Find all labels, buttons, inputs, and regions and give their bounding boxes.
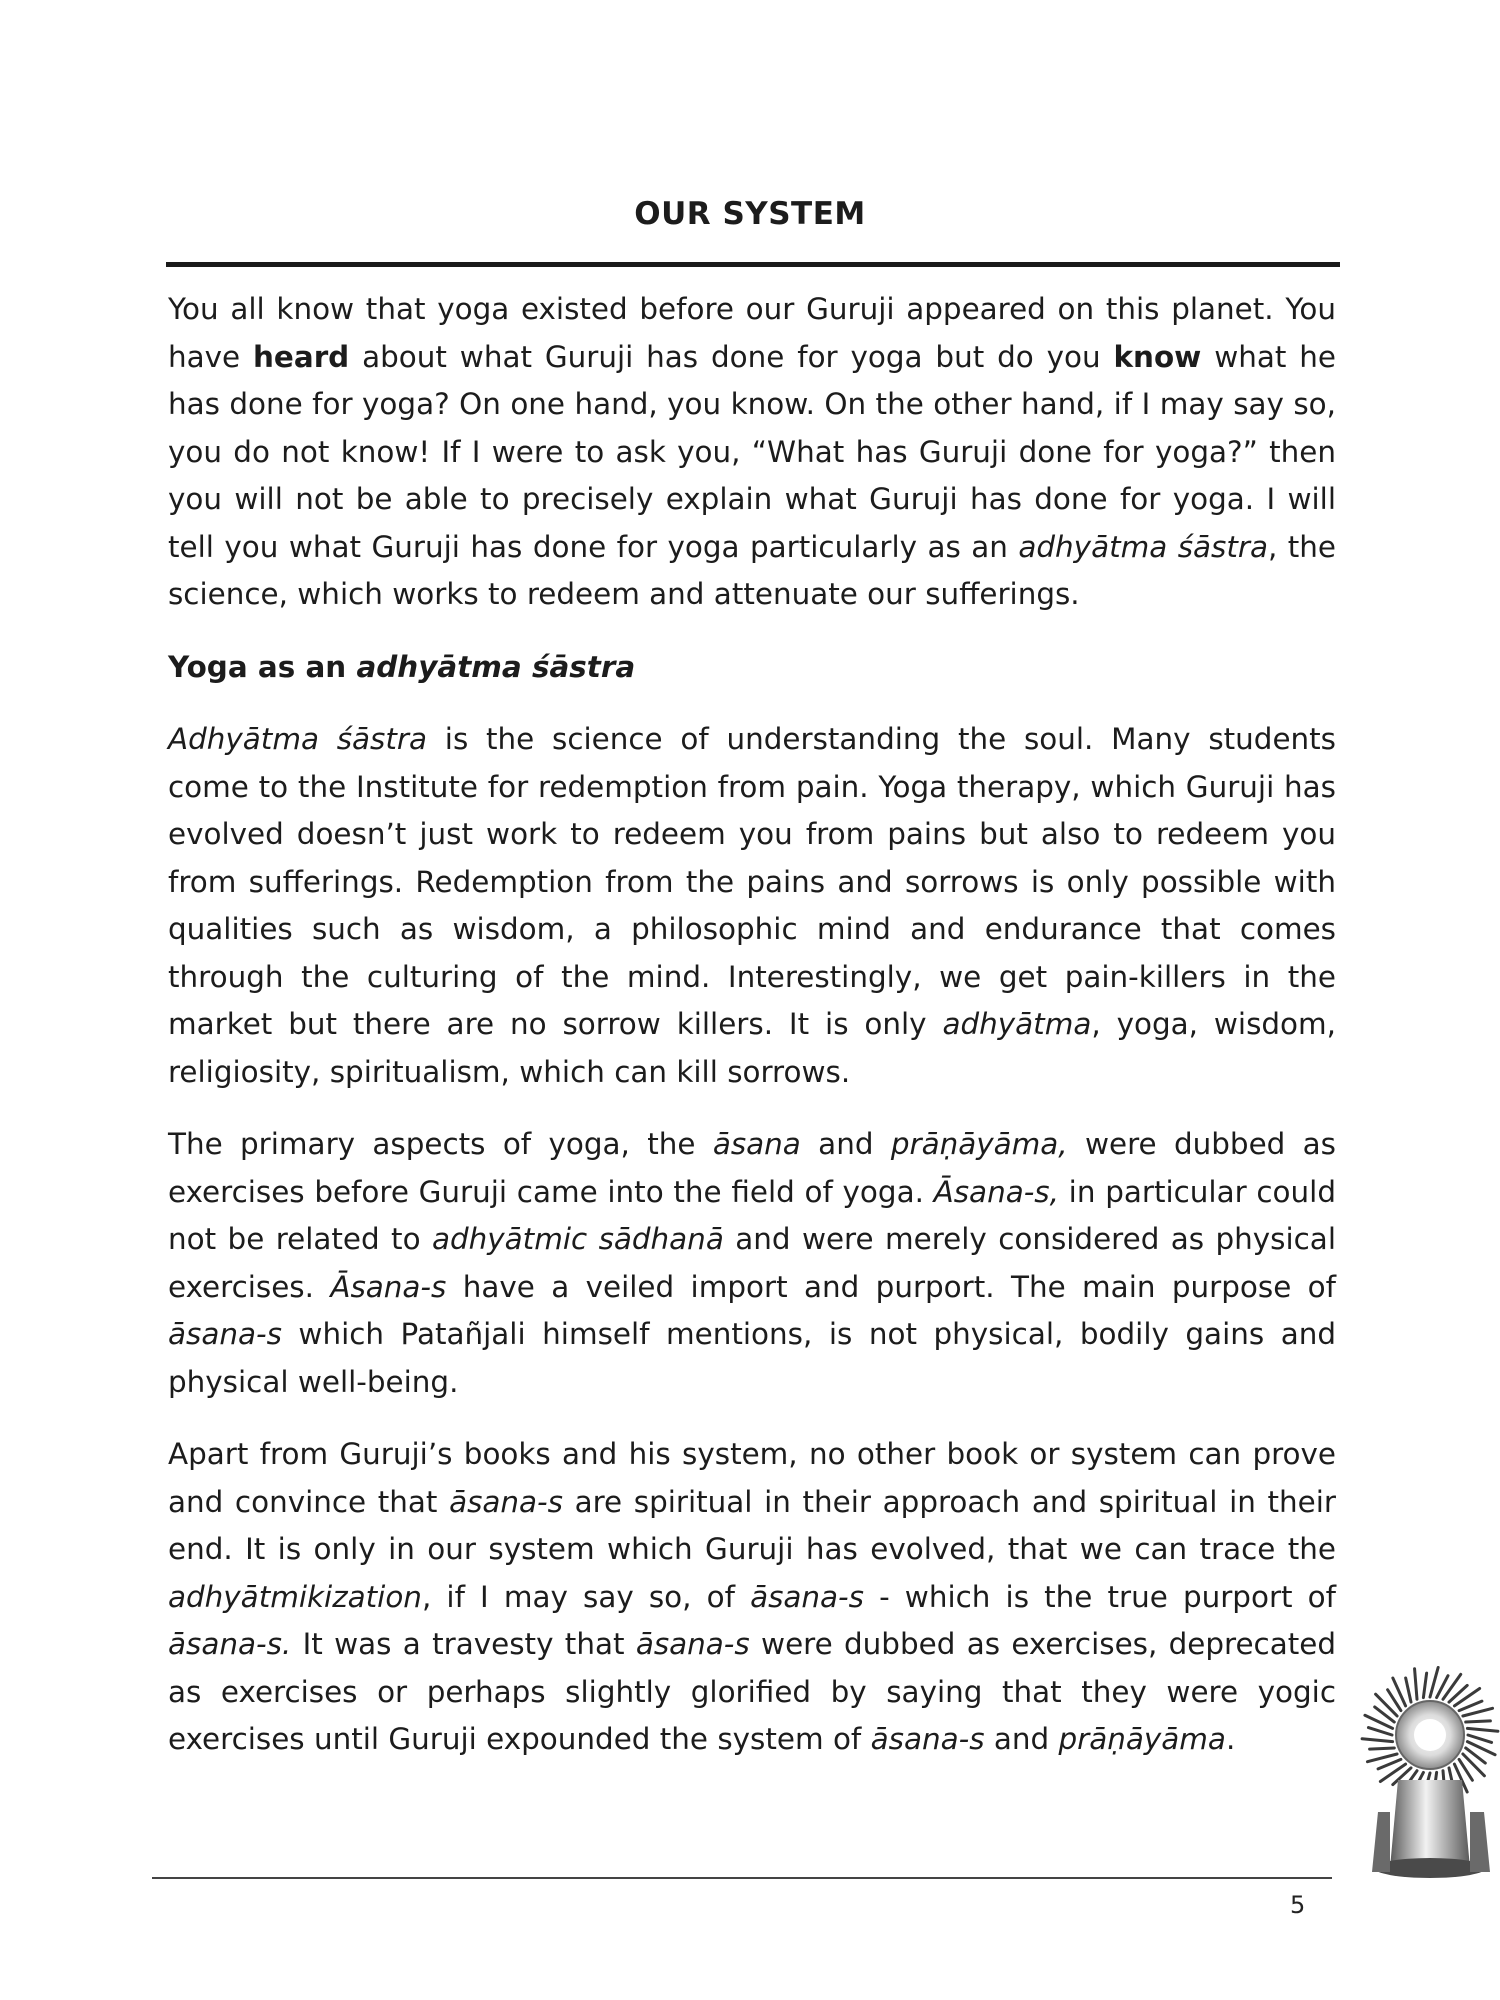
text-run: . (1225, 1722, 1236, 1756)
italic-run: adhyātmikization (168, 1579, 422, 1614)
italic-run: āsana-s (750, 1579, 864, 1614)
sun-pillar-logo-icon (1350, 1650, 1500, 1890)
italic-run: adhyātma (942, 1007, 1092, 1041)
text-run: and were merely considered as physical exercises. (168, 1222, 1336, 1304)
text-run: which Patañjali himself mentions, is not physical, bodily gains and physical well-being. (168, 1317, 1336, 1399)
text-run: were dubbed as exercises, deprecated as exercises or perhaps slightly glorified by saying that they were yogic exercises until Guruji expounded the system of (168, 1627, 1336, 1756)
bold-run: heard (253, 339, 350, 374)
sun-ray (1406, 1678, 1411, 1702)
italic-run: āsana-s. (168, 1627, 292, 1661)
text-run: Apart from Guruji’s books and his system, no other book or system can prove and convince that (168, 1437, 1336, 1519)
italic-run: adhyātma śāstra (356, 649, 636, 684)
text-run: about what Guruji has done for yoga but do you (349, 339, 1114, 374)
paragraph-intro (168, 286, 1336, 619)
bold-run: know (1113, 339, 1202, 374)
italic-run: prāṇāyāma, (890, 1127, 1068, 1161)
text-run: You all know that yoga existed before our Guruji appeared on this planet. You have (168, 292, 1336, 374)
italic-run: āsana-s (168, 1317, 282, 1351)
sun-ray (1467, 1728, 1497, 1731)
body-content (168, 286, 1336, 1789)
italic-run: prāṇāyāma (1058, 1722, 1226, 1756)
text-run: and (984, 1722, 1059, 1756)
sun-ray (1430, 1667, 1438, 1697)
sun-ray (1368, 1728, 1392, 1735)
text-run: The primary aspects of yoga, the (168, 1127, 713, 1161)
sun-ray (1459, 1701, 1482, 1710)
paragraph-asana (168, 1121, 1336, 1406)
sun-ray (1370, 1748, 1395, 1749)
text-run: have a veiled import and purport. The main purpose of (446, 1269, 1336, 1304)
footer-rule (152, 1877, 1332, 1879)
italic-run: Āsana-s (330, 1269, 447, 1304)
italic-run: āsana-s (870, 1722, 985, 1756)
paragraph-system (168, 1431, 1336, 1764)
sun-ray (1423, 1673, 1426, 1697)
text-run: It was a travesty that (291, 1627, 636, 1661)
text-run: what he has done for yoga? On one hand, you know. On the other hand, if I may say so, you do not know! If I were to ask you, “What has Guruji done for yoga?” then you will not be able to precisely explain what Guruji has done for yoga. I will tell you what Guruji has done for yoga particularly as an (168, 339, 1336, 564)
text-run: are spiritual in their approach and spiritual in their end. It is only in our system which Guruji has evolved, that we can trace the (168, 1484, 1336, 1566)
text-run: is the science of understanding the soul. Many students come to the Institute for redemption from pain. Yoga therapy, which Guruji has evolved doesn’t just work to redeem you from pains but also to redeem you from sufferings. Redemption from the pains and sorrows is only possible with qualities such as wisdom, a philosophic mind and endurance that comes through the culturing of the mind. Interestingly, we get pain-killers in the market but there are no sorrow killers. It is only (168, 722, 1336, 1041)
sun-ray (1463, 1708, 1493, 1716)
italic-run: āsana-s (635, 1627, 750, 1661)
italic-run: adhyātma śāstra (1018, 529, 1268, 564)
italic-run: Adhyātma śāstra (168, 722, 427, 756)
sun-ray (1362, 1739, 1392, 1742)
sun-ray (1468, 1735, 1492, 1742)
paragraph-adhyatma (168, 716, 1336, 1096)
text-run: , if I may say so, of (421, 1579, 751, 1614)
sun-ray (1378, 1759, 1401, 1768)
text-run: , yoga, wisdom, religiosity, spiritualism, which can kill sorrows. (168, 1007, 1336, 1089)
text-run: in particular could not be related to (168, 1174, 1336, 1256)
text-run: and (800, 1127, 891, 1161)
italic-run: āsana-s (449, 1484, 563, 1519)
italic-run: āsana (712, 1127, 801, 1161)
text-run: were dubbed as exercises before Guruji came into the field of yoga. (168, 1127, 1336, 1209)
title-rule (166, 262, 1340, 267)
sun-ray (1367, 1754, 1397, 1762)
section-heading (168, 644, 1336, 692)
text-run: - which is the true purport of (863, 1579, 1337, 1614)
page-number: 5 (1290, 1891, 1306, 1919)
text-run: Yoga as an (168, 649, 357, 684)
italic-run: adhyātmic sādhanā (431, 1222, 724, 1256)
italic-run: Āsana-s, (933, 1174, 1059, 1209)
sun-ray (1466, 1721, 1491, 1722)
text-run: , the science, which works to redeem and attenuate our sufferings. (168, 529, 1337, 611)
page-title: OUR SYSTEM (634, 196, 866, 232)
sun-ray (1415, 1669, 1417, 1700)
